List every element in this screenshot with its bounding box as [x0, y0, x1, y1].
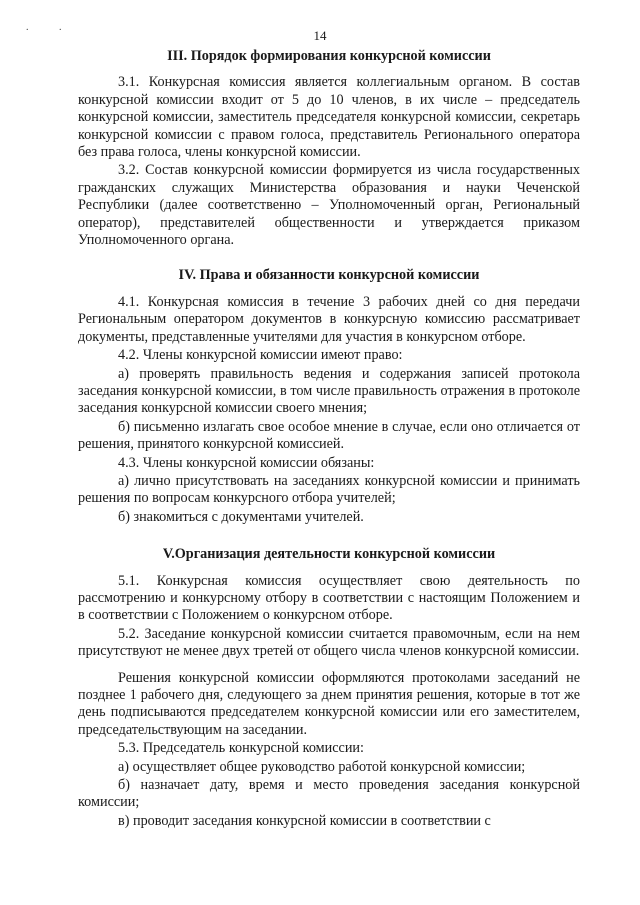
paragraph-5-2: 5.2. Заседание конкурсной комиссии считается правомочным, если на нем присутствуют не менее двух третей от общего числа членов конкурсной комиссии. — [78, 625, 580, 660]
paragraph-5-2-decisions: Решения конкурсной комиссии оформляются протоколами заседаний не позднее 1 рабочего дня, следующего за днем принятия решения, которые в тот же день подписываются председателем конкурсной комиссии или его заместителем, председательствующим на заседании. — [78, 669, 580, 738]
paragraph-5-3-a: а) осуществляет общее руководство работой конкурсной комиссии; — [118, 758, 526, 775]
paragraph-3-1: 3.1. Конкурсная комиссия является коллегиальным органом. В состав конкурсной комиссии входит от 5 до 10 членов, в их числе – председатель конкурсной комиссии, заместитель председателя конкурсной комиссии, секретарь конкурсной комиссии с правом голоса, представитель Регионального оператора без права голоса, члены конкурсной комиссии. — [78, 74, 580, 161]
scan-specks: . . — [26, 22, 76, 33]
paragraph-5-3: 5.3. Председатель конкурсной комиссии: — [118, 740, 364, 757]
paragraph-5-1: 5.1. Конкурсная комиссия осуществляет свою деятельность по рассмотрению и конкурсному отбору в соответствии с настоящим Положением и в соответствии с Положением о конкурсном отборе. — [78, 572, 580, 624]
page-number: 14 — [313, 28, 327, 43]
paragraph-4-3-b: б) знакомиться с документами учителей. — [118, 508, 364, 525]
paragraph-4-3: 4.3. Члены конкурсной комиссии обязаны: — [118, 454, 375, 471]
paragraph-4-3-a: а) лично присутствовать на заседаниях конкурсной комиссии и принимать решения по вопросам конкурсного отбора учителей; — [78, 472, 580, 507]
section-3-heading: III. Порядок формирования конкурсной комиссии — [167, 48, 491, 64]
paragraph-4-2-a: а) проверять правильность ведения и содержания записей протокола заседания конкурсной комиссии, в том числе правильность отражения в протоколе заседания конкурсной комиссии своего мнения; — [78, 365, 580, 417]
paragraph-3-2: 3.2. Состав конкурсной комиссии формируется из числа государственных гражданских служащих Министерства образования и науки Чеченской Республики (далее соответственно – Уполномоченный орган, Региональный оператор), представителей общественности и утверждается приказом Уполномоченного органа. — [78, 162, 580, 249]
paragraph-4-1: 4.1. Конкурсная комиссия в течение 3 рабочих дней со дня передачи Региональным оператором документов в конкурсную комиссию рассматривает документы, представленные учителями для участия в конкурсном отборе. — [78, 293, 580, 345]
paragraph-4-2: 4.2. Члены конкурсной комиссии имеют право: — [118, 347, 403, 364]
document-body — [78, 48, 580, 831]
section-4-heading: IV. Права и обязанности конкурсной комиссии — [178, 267, 480, 284]
paragraph-4-2-b: б) письменно излагать свое особое мнение в случае, если оно отличается от решения, принятого конкурсной комиссией. — [78, 418, 580, 453]
section-5-heading: V.Организация деятельности конкурсной комиссии — [162, 546, 496, 563]
paragraph-5-3-b: б) назначает дату, время и место проведения заседания конкурсной комиссии; — [78, 777, 580, 811]
paragraph-5-3-c: в) проводит заседания конкурсной комиссии в соответствии с — [118, 812, 491, 829]
